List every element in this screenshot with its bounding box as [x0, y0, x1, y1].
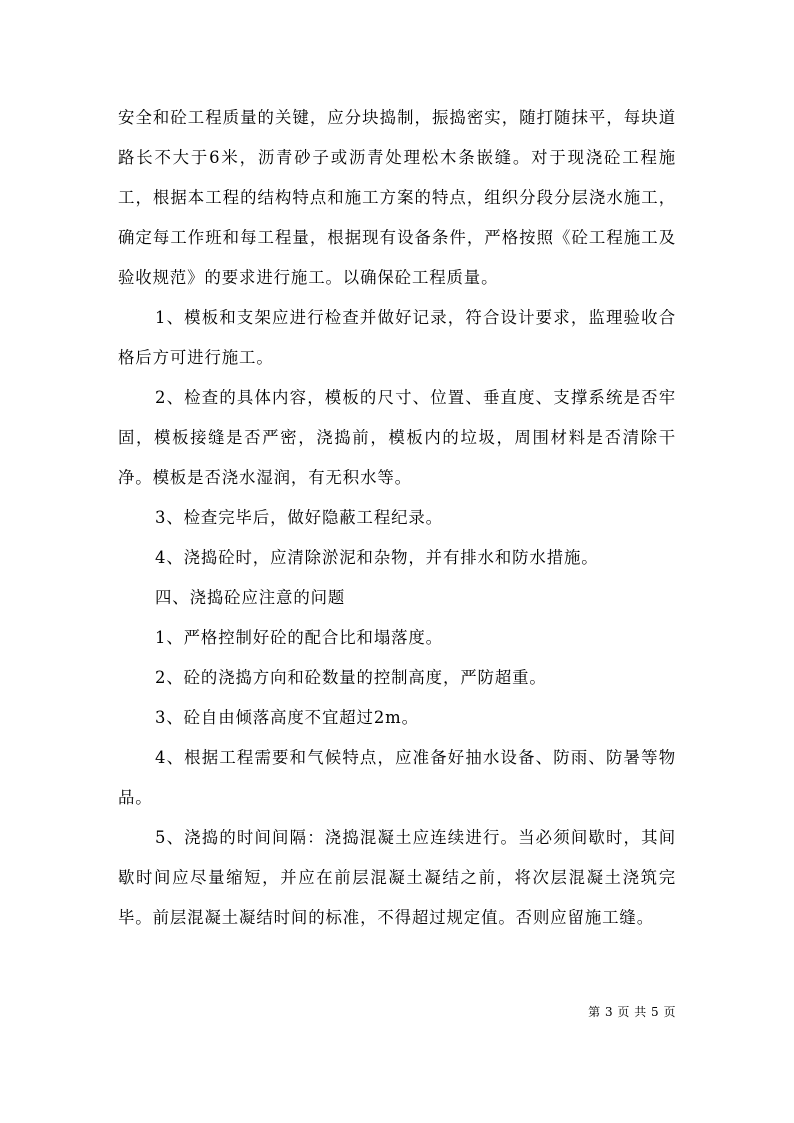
paragraph-item-2: 2、检查的具体内容，模板的尺寸、位置、垂直度、支撑系统是否牢固，模板接缝是否严密，浇捣前，模板内的垃圾，周围材料是否清除干净。模板是否浇水湿润，有无积水等。 — [118, 388, 676, 487]
page-number-footer: 第 3 页 共 5 页 — [588, 1005, 676, 1019]
paragraph-issue-2: 2、砼的浇捣方向和砼数量的控制高度，严防超重。 — [155, 668, 547, 687]
paragraph-intro: 安全和砼工程质量的关键，应分块捣制，振捣密实，随打随抹平，每块道路长不大于6米，沥青砂子或沥青处理松木条嵌缝。对于现浇砼工程施工，根据本工程的结构特点和施工方案的特点，组织分段分层浇水施工，确定每工作班和每工程量，根据现有设备条件，严格按照《砼工程施工及验收规范》的要求进行施工。以确保砼工程质量。 — [118, 108, 676, 287]
paragraph-issue-1: 1、严格控制好砼的配合比和塌落度。 — [155, 628, 443, 647]
paragraph-item-1: 1、模板和支架应进行检查并做好记录，符合设计要求，监理验收合格后方可进行施工。 — [118, 308, 676, 367]
paragraph-issue-5: 5、浇捣的时间间隔：浇捣混凝土应连续进行。当必须间歇时，其间歇时间应尽量缩短，并应在前层混凝土凝结之前，将次层混凝土浇筑完毕。前层混凝土凝结时间的标准，不得超过规定值。否则应留施工缝。 — [118, 828, 676, 927]
paragraph-item-3: 3、检查完毕后，做好隐蔽工程纪录。 — [155, 508, 443, 527]
paragraph-issue-4: 4、根据工程需要和气候特点，应准备好抽水设备、防雨、防暑等物品。 — [118, 748, 676, 807]
document-body — [118, 98, 676, 938]
paragraph-issue-3: 3、砼自由倾落高度不宜超过2m。 — [155, 708, 419, 727]
paragraph-item-4: 4、浇捣砼时，应清除淤泥和杂物，并有排水和防水措施。 — [155, 548, 599, 567]
section-heading: 四、浇捣砼应注意的问题 — [155, 588, 346, 607]
